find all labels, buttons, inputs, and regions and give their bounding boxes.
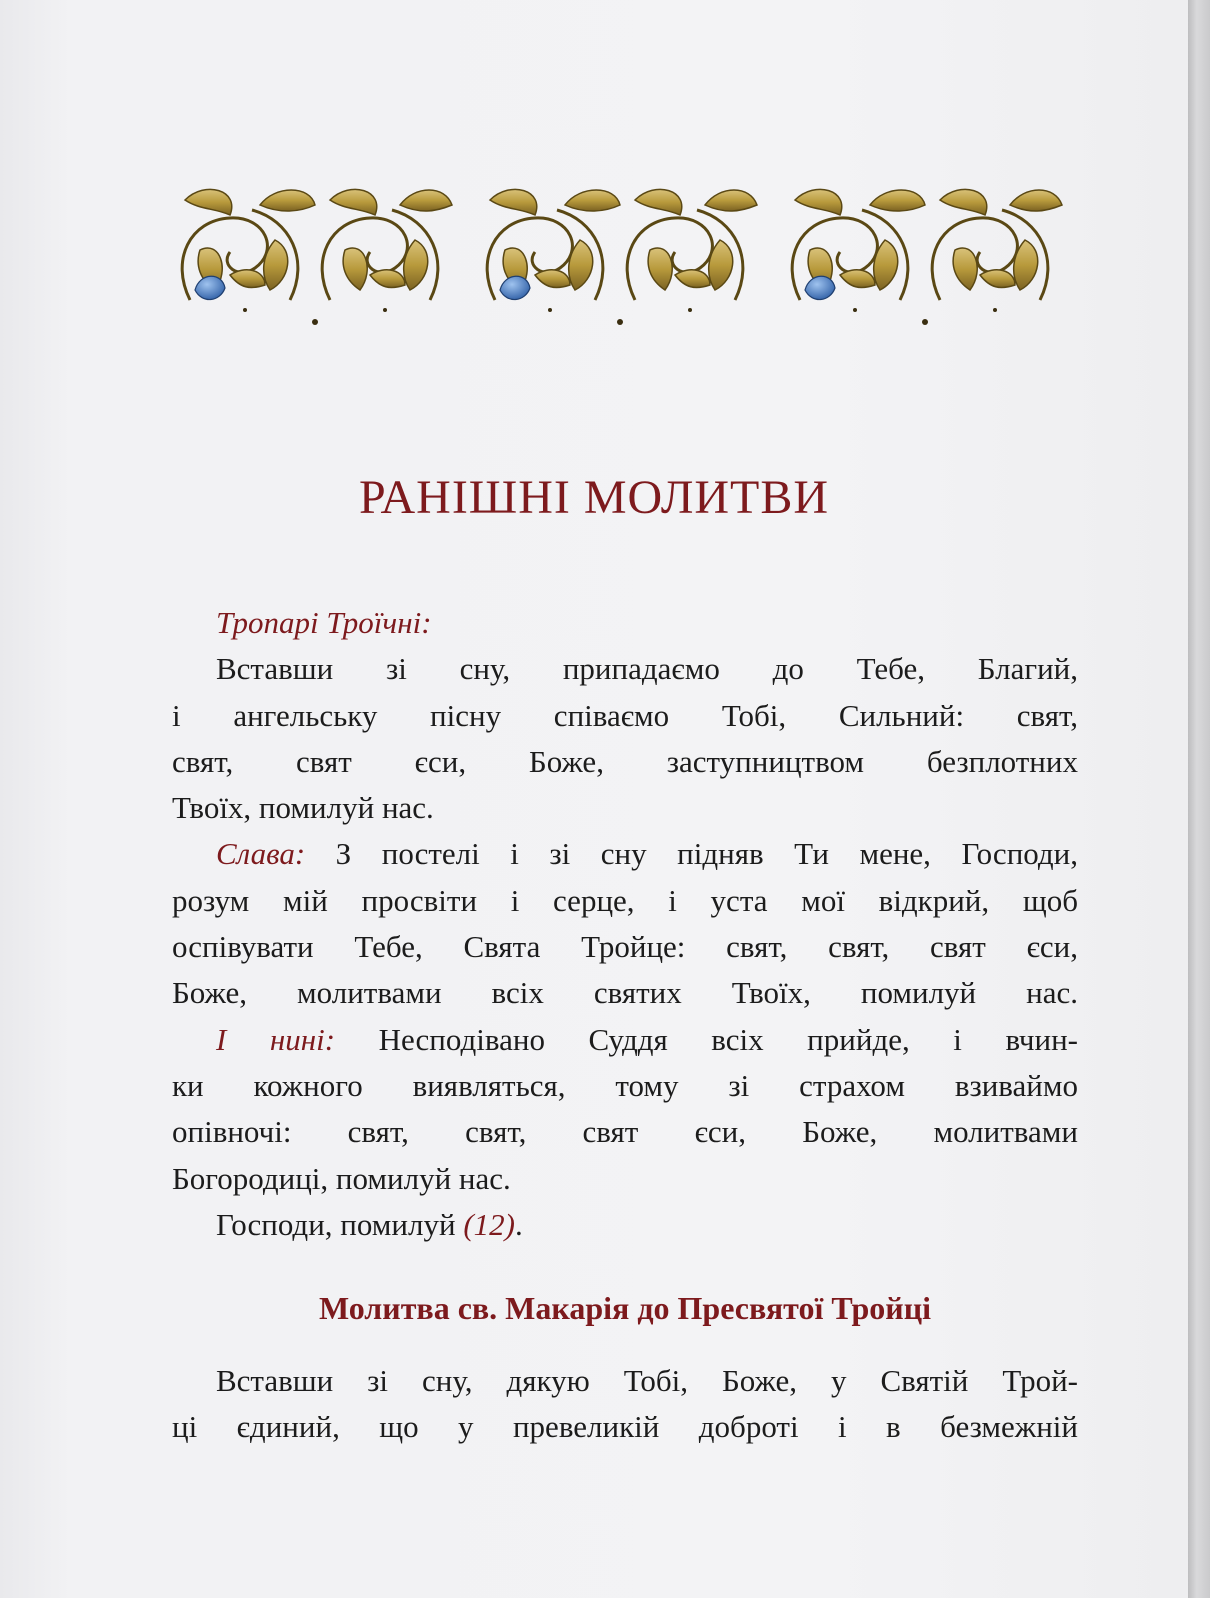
prayer-block — [172, 1358, 1078, 1451]
text-line: опівночі: свят, свят, свят єси, Боже, молитвами — [172, 1114, 1078, 1150]
text-line: Вставши зі сну, дякую Тобі, Боже, у Святій Трой- — [216, 1363, 1078, 1398]
text-line: ки кожного виявляться, тому зі страхом взиваймо — [172, 1067, 1078, 1103]
text-line: свят, свят єси, Боже, заступництвом безплотних — [172, 743, 1078, 779]
show-through-header — [790, 112, 795, 138]
rubric-glory: Слава: — [216, 836, 306, 872]
text-line: оспівувати Тебе, Свята Тройце: свят, свят, свят єси, — [172, 929, 1078, 965]
rubric-troparia: Тропарі Троїчні: — [216, 605, 432, 640]
prayer-heading: Молитва св. Макарія до Пресвятої Тройці — [318, 1290, 932, 1326]
text-line: ці єдиний, що у превеликій доброті і в безмежній — [172, 1409, 1078, 1445]
text-line: Твоїх, помилуй нас. — [172, 790, 434, 826]
ornament-band — [170, 180, 1070, 330]
page-title: РАНІШНІ МОЛИТВИ — [358, 471, 830, 524]
repeat-count: (12) — [463, 1206, 515, 1242]
text-line: розум мій просвіти і серце, і уста мої відкрий, щоб — [172, 882, 1078, 918]
lord-have-mercy-line: Господи, помилуй (12). — [216, 1206, 523, 1242]
text-line: Богородиці, помилуй нас. — [172, 1160, 511, 1196]
page-edge — [1188, 0, 1210, 1598]
glory-line: Слава: З постелі і зі сну підняв Ти мене, Господи, — [216, 836, 1078, 872]
troparia-block — [172, 600, 1078, 1248]
rubric-and-now: І нині: — [216, 1021, 336, 1057]
and-now-line: І нині: Несподівано Суддя всіх прийде, і вчин- — [216, 1021, 1078, 1057]
text-line: і ангельську пісну співаємо Тобі, Сильний: свят, — [172, 697, 1078, 733]
text-line: Вставши зі сну, припадаємо до Тебе, Благий, — [216, 651, 1078, 687]
text-line: Боже, молитвами всіх святих Твоїх, помилуй нас. — [172, 975, 1078, 1011]
